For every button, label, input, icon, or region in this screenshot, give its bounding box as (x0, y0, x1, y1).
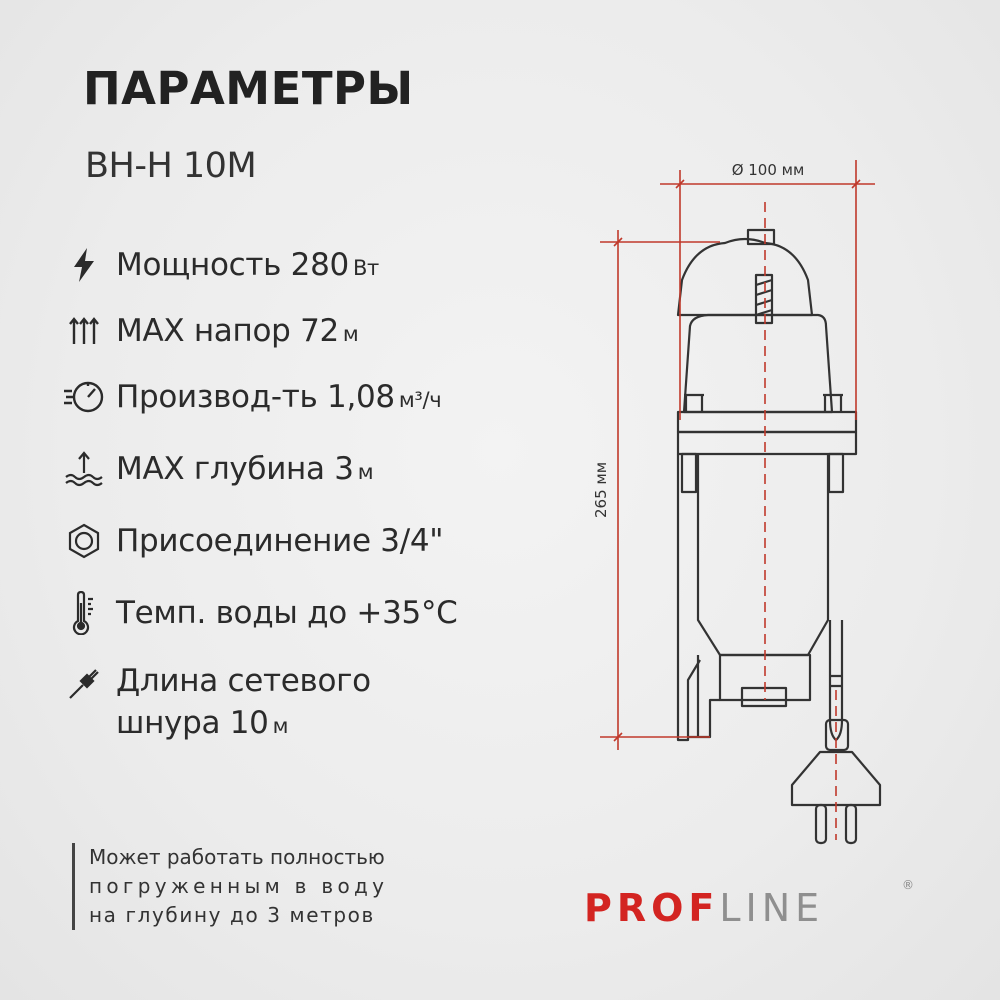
depth-water-icon (60, 445, 108, 493)
param-unit: м (272, 714, 289, 738)
pressure-arrows-icon (60, 307, 108, 355)
pump-bottom (720, 655, 810, 700)
logo-part1: PROF (584, 886, 720, 930)
param-cord (60, 660, 371, 747)
param-head (60, 306, 358, 356)
page-title: ПАРАМЕТРЫ (83, 62, 414, 115)
note-line: Может работать полностью (89, 845, 385, 869)
pump-body (698, 454, 828, 655)
logo-part2: LINE (719, 886, 825, 930)
param-label: Производ-ть 1,08 (116, 379, 395, 415)
param-unit: м³/ч (398, 388, 442, 412)
pump-cap (678, 239, 812, 315)
param-temperature (60, 588, 458, 638)
speedometer-icon (60, 373, 108, 421)
registered-mark: ® (902, 878, 914, 892)
power-cord-icon (60, 660, 108, 708)
brand-logo (584, 878, 914, 930)
param-label: Мощность 280 (116, 247, 349, 283)
param-capacity (60, 372, 441, 422)
hex-nut-icon (60, 517, 108, 565)
param-label-line2: шнура 10 (116, 705, 269, 741)
height-label: 265 мм (592, 461, 610, 519)
pump-flange-lower (678, 432, 856, 454)
param-power (60, 240, 379, 290)
diameter-label: Ø 100 мм (731, 161, 805, 179)
pump-flange (678, 412, 856, 432)
param-connection (60, 516, 443, 566)
param-label: MAX глубина 3 (116, 451, 354, 487)
param-unit: Вт (352, 256, 379, 280)
pump-housing (684, 315, 832, 412)
param-label: Присоединение 3/4" (116, 523, 444, 559)
param-depth (60, 444, 373, 494)
param-unit: м (357, 460, 374, 484)
note-line: погруженным в воду (89, 874, 389, 898)
param-label: MAX напор 72 (116, 313, 339, 349)
model-name: ВН-Н 10М (85, 146, 257, 186)
lightning-icon (60, 241, 108, 289)
thermometer-icon (60, 589, 108, 637)
pump-technical-drawing (580, 140, 900, 860)
param-label: Темп. воды до +35°С (116, 595, 458, 631)
submersion-note (72, 843, 409, 930)
param-unit: м (342, 322, 359, 346)
note-line: на глубину до 3 метров (89, 903, 375, 927)
param-label-line1: Длина сетевого (116, 663, 371, 699)
